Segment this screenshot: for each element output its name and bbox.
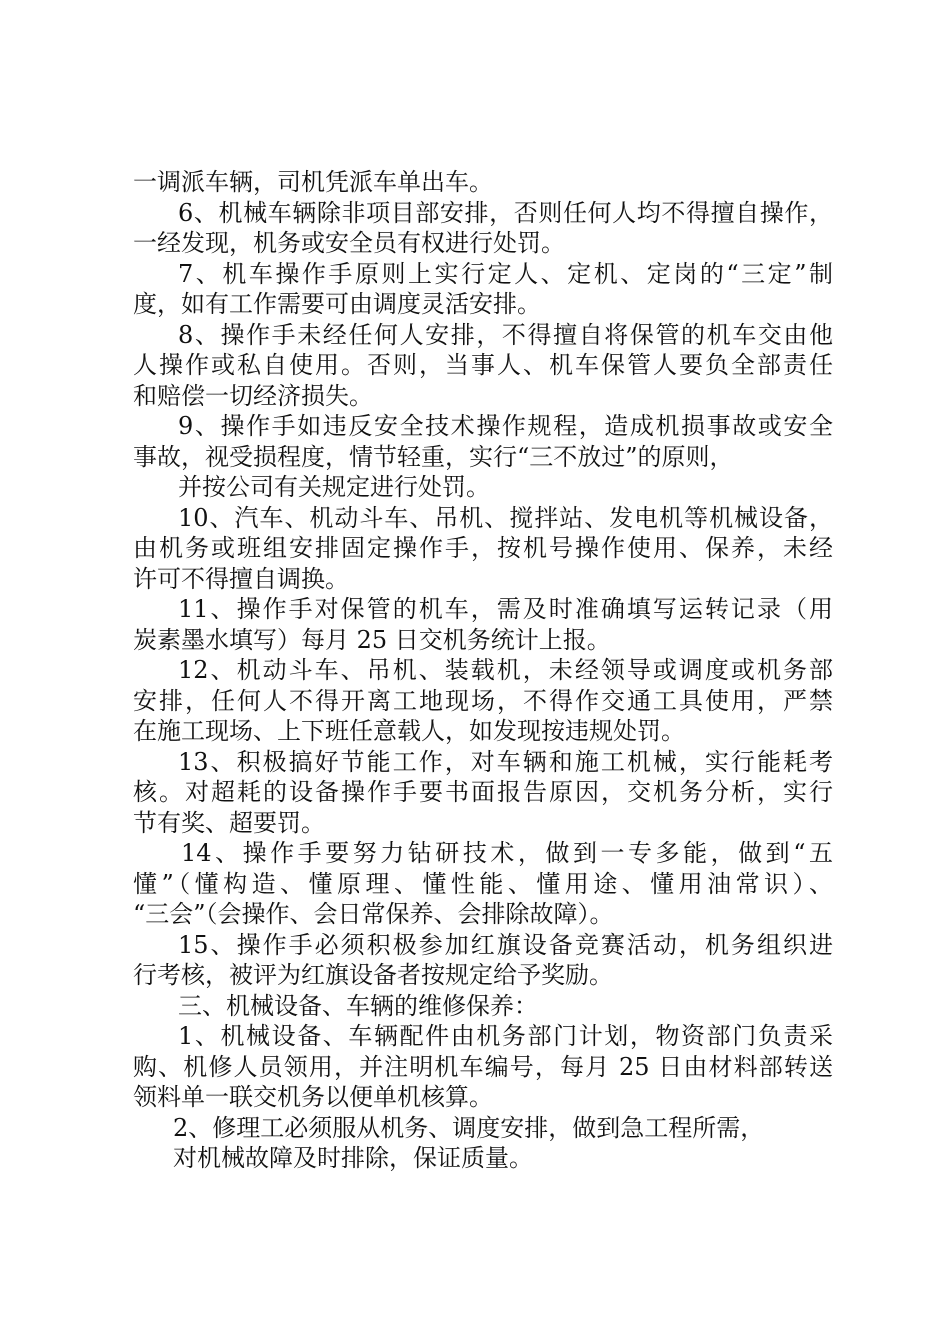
- text-line: 一经发现，机务或安全员有权进行处罚。: [133, 229, 565, 257]
- document-body: [133, 167, 833, 1174]
- text-line: 7、机车操作手原则上实行定人、定机、定岗的“三定”制: [178, 259, 833, 288]
- text-line: 9、操作手如违反安全技术操作规程，造成机损事故或安全: [178, 412, 833, 440]
- text-line: 由机务或班组安排固定操作手，按机号操作使用、保养，未经: [133, 534, 833, 562]
- text-line: 购、机修人员领用，并注明机车编号，每月 25 日由材料部转送: [133, 1052, 833, 1081]
- text-line: 人操作或私自使用。否则，当事人、机车保管人要负全部责任: [133, 351, 833, 379]
- text-line: “三会”（会操作、会日常保养、会排除故障）。: [133, 900, 614, 928]
- text-line: 懂”（懂构造、懂原理、懂性能、懂用途、懂用油常识）、: [133, 869, 833, 898]
- text-line: 10、汽车、机动斗车、吊机、搅拌站、发电机等机械设备，: [178, 503, 833, 532]
- text-line: 一调派车辆，司机凭派车单出车。: [133, 168, 493, 196]
- text-line: 2、修理工必须服从机务、调度安排，做到急工程所需，: [173, 1113, 765, 1142]
- text-line: 13、积极搞好节能工作，对车辆和施工机械，实行能耗考: [178, 747, 833, 776]
- text-line: 6、机械车辆除非项目部安排，否则任何人均不得擅自操作，: [178, 198, 833, 227]
- text-line: 核。对超耗的设备操作手要书面报告原因，交机务分析，实行: [133, 778, 833, 806]
- text-line: 和赔偿一切经济损失。: [133, 381, 373, 410]
- text-line: 在施工现场、上下班任意载人，如发现按违规处罚。: [133, 717, 685, 745]
- text-line: 节有奖、超要罚。: [133, 808, 325, 837]
- text-line: 8、操作手未经任何人安排，不得擅自将保管的机车交由他: [178, 320, 833, 349]
- text-line: 领料单一联交机务以便单机核算。: [133, 1083, 493, 1111]
- text-line: 许可不得擅自调换。: [133, 564, 349, 593]
- text-line: 安排，任何人不得开离工地现场，不得作交通工具使用，严禁: [133, 686, 833, 715]
- text-line: 行考核，被评为红旗设备者按规定给予奖励。: [133, 961, 613, 989]
- text-line: 炭素墨水填写）每月 25 日交机务统计上报。: [133, 625, 611, 654]
- section-heading: 三、机械设备、车辆的维修保养：: [178, 991, 538, 1020]
- text-line: 并按公司有关规定进行处罚。: [178, 473, 490, 501]
- text-line: 事故，视受损程度，情节轻重，实行“三不放过”的原则，: [133, 442, 734, 471]
- text-line: 度，如有工作需要可由调度灵活安排。: [133, 290, 541, 318]
- text-line: 12、机动斗车、吊机、装载机，未经领导或调度或机务部: [178, 656, 833, 684]
- text-line: 15、操作手必须积极参加红旗设备竞赛活动，机务组织进: [178, 930, 833, 959]
- text-line: 对机械故障及时排除，保证质量。: [173, 1144, 533, 1172]
- text-line: 14、操作手要努力钻研技术，做到一专多能，做到“五: [181, 839, 833, 867]
- text-line: 11、操作手对保管的机车，需及时准确填写运转记录（用: [178, 595, 833, 623]
- text-line: 1、机械设备、车辆配件由机务部门计划，物资部门负责采: [178, 1022, 833, 1050]
